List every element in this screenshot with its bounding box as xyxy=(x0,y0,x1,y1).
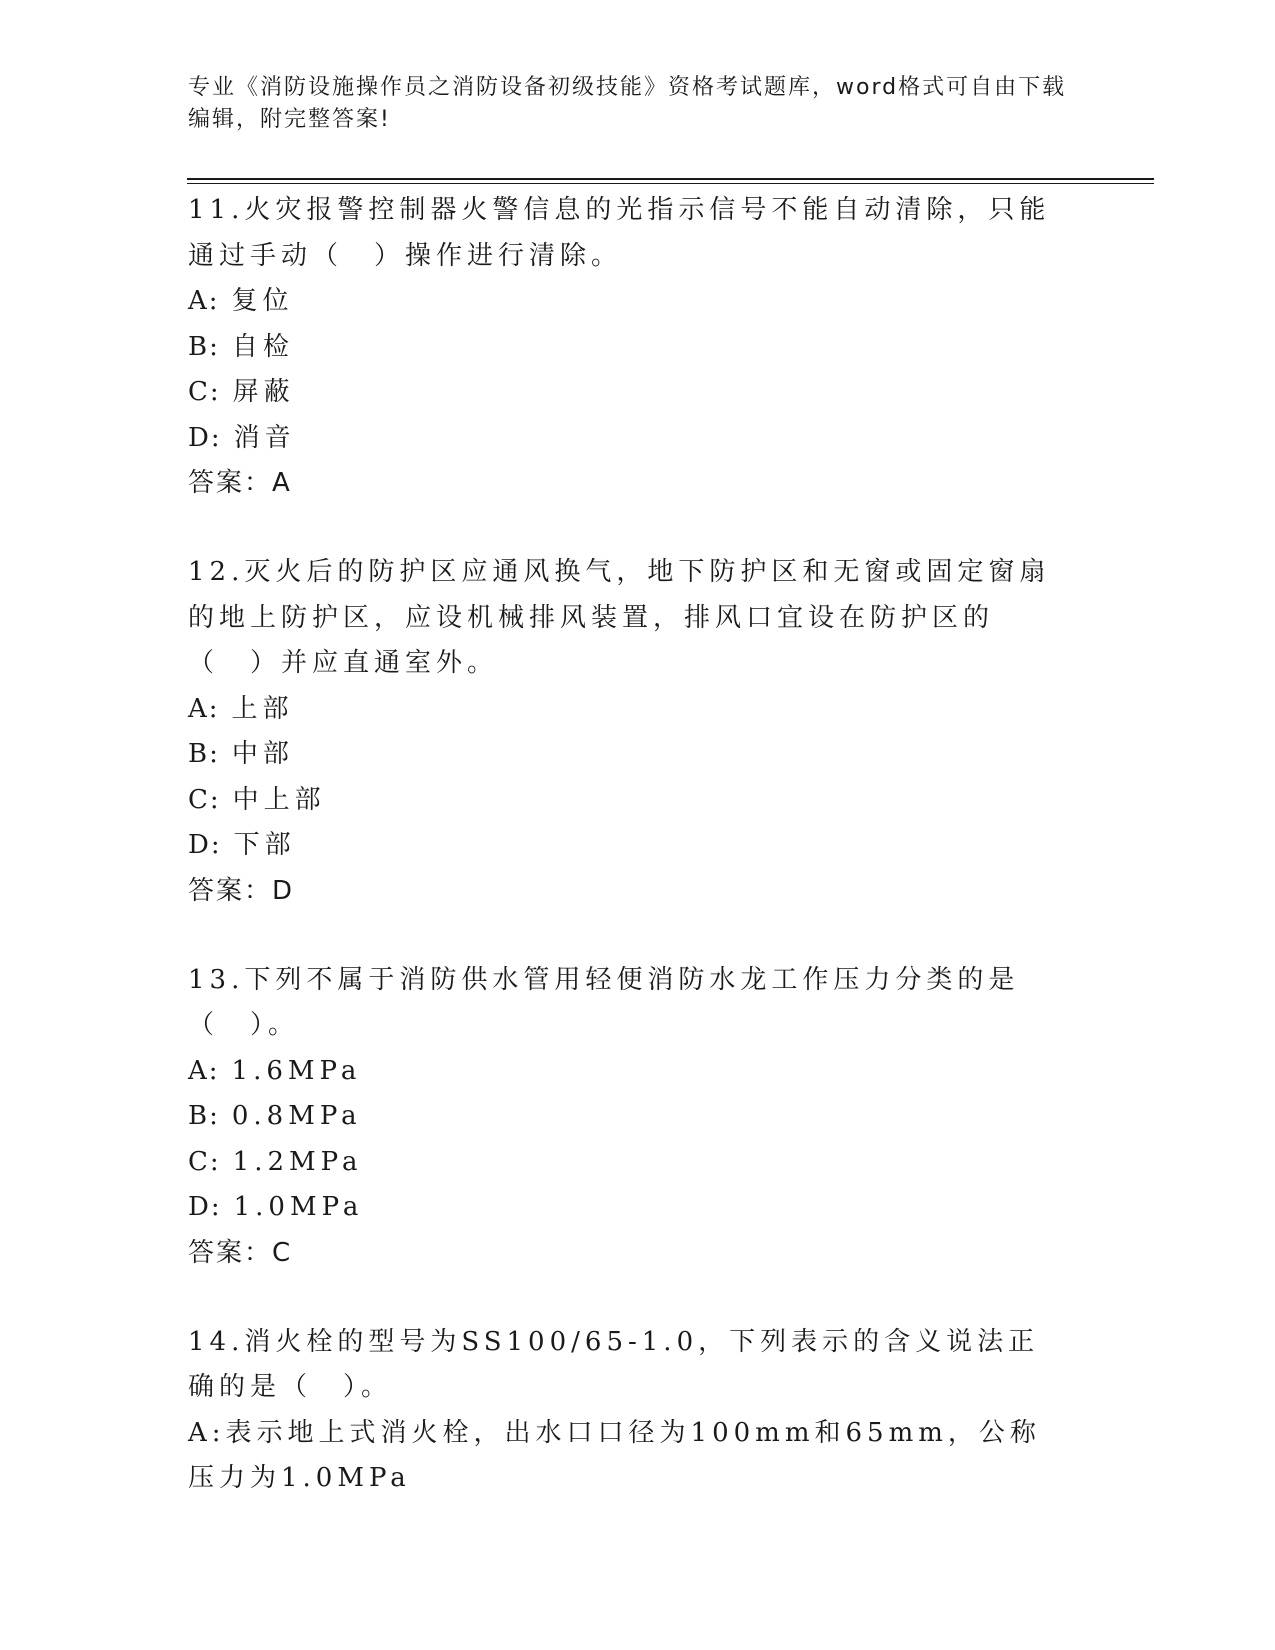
option-d xyxy=(188,416,1068,462)
option-c xyxy=(188,778,1068,824)
option-text: 表示地上式消火栓，出水口口径为100mm和65mm，公称压力为1.0MPa xyxy=(188,1417,1041,1493)
option-letter: D: xyxy=(188,422,222,453)
answer-line: 答案：D xyxy=(188,875,295,906)
option-text: 1.2MPa xyxy=(232,1146,363,1177)
option-c xyxy=(188,1140,1068,1186)
option-text: 中部 xyxy=(231,739,294,769)
option-letter: A: xyxy=(188,1417,226,1448)
answer-line: 答案：C xyxy=(188,1237,293,1268)
question-stem: 11.火灾报警控制器火警信息的光指示信号不能自动清除，只能通过手动（ ）操作进行清除。 xyxy=(188,195,1051,271)
question-stem: 12.灭火后的防护区应通风换气，地下防护区和无窗或固定窗扇的地上防护区，应设机械排风装置，排风口宜设在防护区的（ ）并应直通室外。 xyxy=(188,557,1051,678)
option-text: 下部 xyxy=(233,830,296,860)
option-letter: B: xyxy=(188,739,220,769)
option-letter: D: xyxy=(188,1192,222,1222)
option-text: 中上部 xyxy=(232,784,326,815)
option-d xyxy=(188,823,1068,869)
option-letter: B: xyxy=(188,1101,220,1131)
option-text: 0.8MPa xyxy=(231,1101,362,1131)
option-letter: B: xyxy=(188,331,220,362)
option-text: 自检 xyxy=(231,331,294,362)
question-list xyxy=(188,188,1068,1546)
option-letter: C: xyxy=(188,1146,221,1177)
option-a xyxy=(188,687,1068,733)
option-b xyxy=(188,325,1068,371)
option-text: 1.0MPa xyxy=(233,1192,364,1222)
question-11 xyxy=(188,188,1068,506)
option-d xyxy=(188,1185,1068,1231)
option-text: 屏蔽 xyxy=(232,377,295,407)
page-header: 专业《消防设施操作员之消防设备初级技能》资格考试题库，word格式可自由下载编辑，附完整答案! xyxy=(188,75,1067,132)
option-a xyxy=(188,1049,1068,1095)
question-stem: 14.消火栓的型号为SS100/65-1.0，下列表示的含义说法正确的是（ ）。 xyxy=(188,1326,1040,1402)
answer-line: 答案：A xyxy=(188,468,292,498)
option-letter: D: xyxy=(188,830,222,860)
option-letter: A: xyxy=(188,693,220,724)
question-stem: 13.下列不属于消防供水管用轻便消防水龙工作压力分类的是（ ）。 xyxy=(188,964,1020,1040)
option-b xyxy=(188,1094,1068,1140)
option-text: 消音 xyxy=(233,422,296,453)
header-divider xyxy=(187,178,1154,180)
option-letter: C: xyxy=(188,784,221,815)
option-letter: C: xyxy=(188,377,221,407)
option-letter: A: xyxy=(188,286,220,316)
header-divider-thin xyxy=(187,183,1154,184)
option-text: 1.6MPa xyxy=(231,1055,362,1086)
option-a xyxy=(188,279,1068,325)
question-13 xyxy=(188,958,1068,1276)
option-b xyxy=(188,732,1068,778)
option-text: 上部 xyxy=(231,693,294,724)
option-a xyxy=(188,1411,1068,1502)
option-text: 复位 xyxy=(231,286,294,316)
option-c xyxy=(188,370,1068,416)
option-letter: A: xyxy=(188,1055,220,1086)
question-12 xyxy=(188,550,1068,914)
question-14 xyxy=(188,1320,1068,1502)
